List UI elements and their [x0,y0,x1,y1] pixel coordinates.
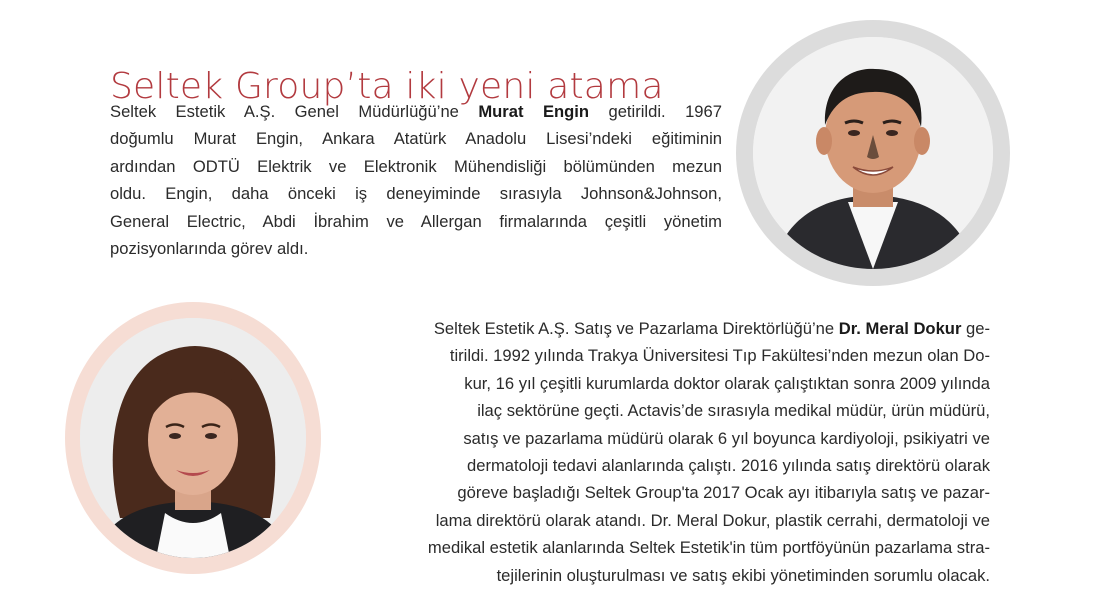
text-segment: getirildi. 1967 [589,102,722,121]
text-segment: ge- [961,319,990,338]
appointment-1-paragraph [110,98,722,262]
paragraph-line: tejilerinin oluşturulması ve satış ekibi yönetiminden sorumlu olacak. [496,565,990,585]
person-name: Murat Engin [478,102,590,121]
paragraph-line: pozisyonlarında görev aldı. [110,239,309,259]
man-portrait-illustration [753,37,993,269]
paragraph-line: satış ve pazarlama müdürü olarak 6 yıl boyunca kardiyoloji, psikiyatri ve [463,428,990,448]
paragraph-line: oldu. Engin, daha önceki iş deneyiminde sırasıyla Johnson&Johnson, [110,184,722,204]
woman-portrait-illustration [80,318,306,558]
paragraph-line: doğumlu Murat Engin, Ankara Atatürk Anadolu Lisesi’ndeki eğitiminin [110,129,722,149]
paragraph-line: lama direktörü olarak atandı. Dr. Meral Dokur, plastik cerrahi, dermatoloji ve [435,510,990,530]
paragraph-line: medikal estetik alanlarında Seltek Estetik'in tüm portföyünün pazarlama stra- [427,538,990,558]
portrait-photo-meral-dokur [80,318,306,558]
paragraph-line: tirildi. 1992 yılında Trakya Üniversitesi Tıp Fakültesi’nden mezun olan Do- [449,346,990,366]
text-segment: Seltek Estetik A.Ş. Genel Müdürlüğü’ne [110,102,479,121]
paragraph-line [434,315,990,342]
paragraph-line: kur, 16 yıl çeşitli kurumlarda doktor olarak çalıştıktan sonra 2009 yılında [464,373,990,393]
portrait-photo-murat-engin [753,37,993,269]
paragraph-line: ardından ODTÜ Elektrik ve Elektronik Mühendisliği bölümünden mezun [110,156,722,176]
article-title: Seltek Group’ta iki yeni atama [110,66,664,108]
paragraph-line [110,98,722,125]
paragraph-line: göreve başladığı Seltek Group'ta 2017 Ocak ayı itibarıyla satış ve pazar- [457,483,990,503]
text-segment: Seltek Estetik A.Ş. Satış ve Pazarlama Direktörlüğü’ne [433,319,839,338]
paragraph-line: General Electric, Abdi İbrahim ve Allergan firmalarında çeşitli yönetim [110,211,722,231]
paragraph-line: dermatoloji tedavi alanlarında çalıştı. 2016 yılında satış direktörü olarak [467,456,990,475]
paragraph-line: ilaç sektörüne geçti. Actavis’de sırasıyla medikal müdür, ürün müdürü, [477,401,990,421]
person-name: Dr. Meral Dokur [838,319,962,338]
